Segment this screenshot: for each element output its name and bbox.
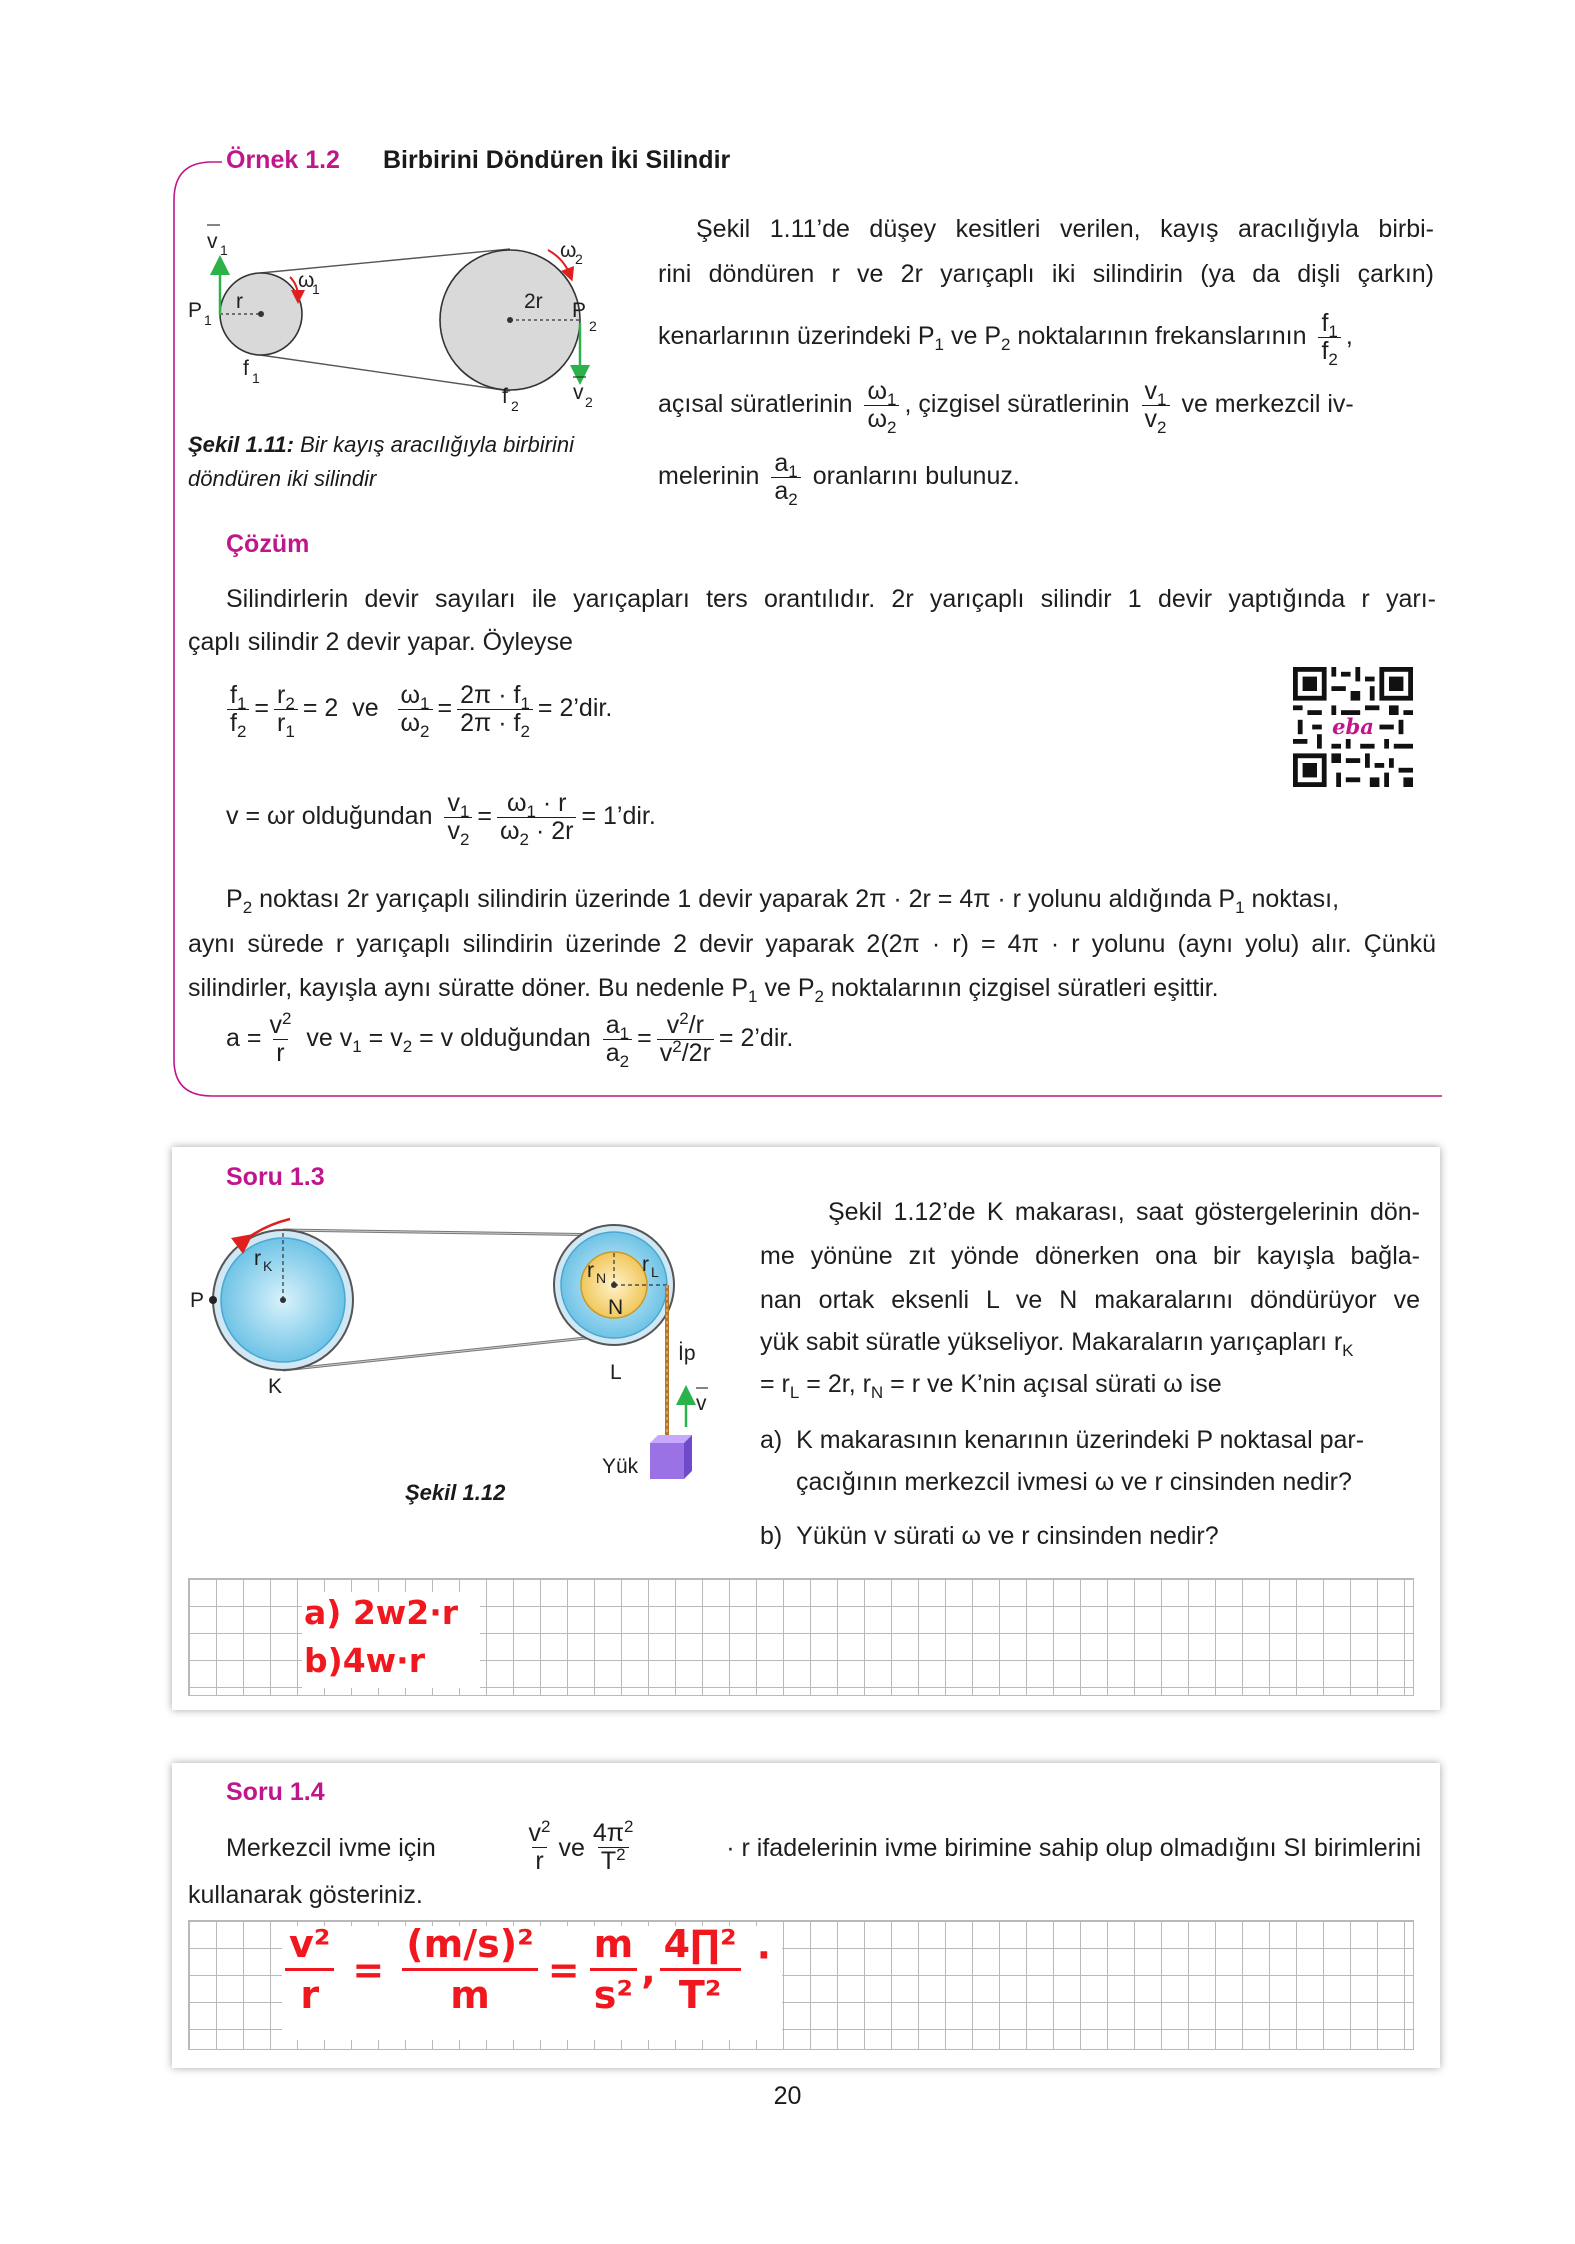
problem-line-4: açısal süratlerinin $\frac{\omega_1}{\omega_2}$ , çizgisel süratlerinin $\frac{v_1}{v_2}$ ve merkezcil iv- xyxy=(658,377,1354,437)
soru-1-3-line-5: = $r_L = 2r$, $r_N = r$ ve K’nin açısal sürati ω ise xyxy=(760,1370,1222,1402)
point-p xyxy=(209,1296,217,1304)
problem-line-5: melerinin $\frac{a_1}{a_2}$ oranlarını bulunuz. xyxy=(658,449,1020,509)
label-omega1: ω xyxy=(298,269,315,292)
svg-text:K: K xyxy=(263,1258,273,1274)
page-number: 20 xyxy=(773,2082,802,2110)
soru-1-3-line-3: nan ortak eksenli L ve N makaralarını döndürüyor ve xyxy=(760,1286,1420,1314)
handwritten-answer-b: b)4w·r xyxy=(304,1641,425,1680)
label-rl: r xyxy=(642,1253,649,1276)
solution-label: Çözüm xyxy=(226,530,310,558)
svg-text:2: 2 xyxy=(575,251,583,267)
solution-para2-line1: $P_2$ noktası 2r yarıçaplı silindirin üzerinde 1 devir yaparak 2π · 2r = 4π · r yolunu aldığında $P_1$ noktası, xyxy=(226,885,1340,917)
solution-para2-line2: aynı sürede r yarıçaplı silindirin üzerinde 2 devir yaparak 2(2π · r) = 4π · r yolunu (aynı yolu) alır. Çünkü xyxy=(188,930,1436,958)
problem-line-2: rini döndüren r ve 2r yarıçaplı iki silindirin (ya da dişli çarkın) xyxy=(658,260,1434,288)
label-p: P xyxy=(190,1289,205,1312)
soru-1-4-line-2: kullanarak gösteriniz. xyxy=(188,1881,423,1909)
label-ip: İp xyxy=(678,1342,696,1365)
ratio-a: $\frac{a_1}{a_2}$ xyxy=(771,450,800,505)
eba-logo: eba xyxy=(1332,714,1374,740)
svg-text:L: L xyxy=(651,1264,659,1280)
svg-text:1: 1 xyxy=(252,370,260,386)
handwritten-answer-a: a) 2w2·r xyxy=(304,1593,459,1632)
handwritten-equation: $\frac{\text{v²}}{r}$ = $\frac{\text{(m/s)²}}{m}$ = $\frac{m}{\text{s²}}$ , 4∏² T² · xyxy=(285,1920,771,2019)
figure-1-11 xyxy=(180,215,620,425)
example-label: Örnek 1.2 xyxy=(226,146,340,174)
svg-text:N: N xyxy=(596,1270,607,1286)
label-omega2: ω xyxy=(560,239,577,262)
problem-line-1: Şekil 1.11’de düşey kesitleri verilen, kayış aracılığıyla birbi- xyxy=(696,215,1434,243)
label-f2: f xyxy=(502,385,508,408)
label-yuk: Yük xyxy=(602,1455,639,1478)
ratio-v: $\frac{v_1}{v_2}$ xyxy=(1142,378,1170,433)
example-title: Birbirini Döndüren İki Silindir xyxy=(383,146,731,174)
label-v: v xyxy=(696,1392,707,1415)
svg-text:1: 1 xyxy=(204,312,212,328)
load-box xyxy=(650,1443,684,1479)
soru-1-4-line-1: Merkezcil ivme için $\frac{v^2}{r}$ ve $\frac{4\pi^2}{T^2}$ · r ifadelerinin ivme birimine sahip olup olmadığını SI birimlerini xyxy=(226,1817,1421,1875)
label-p2: P xyxy=(572,299,587,322)
equation-2: v = ωr olduğundan $\frac{v_1}{v_2}$ = $\frac{\omega_1 \cdot r}{\omega_2 \cdot 2r}$ = 1’dir. xyxy=(226,789,656,849)
label-n: N xyxy=(608,1296,624,1319)
soru-1-3-question-b: b) Yükün v sürati ω ve r cinsinden nedir? xyxy=(760,1522,1219,1550)
svg-text:2: 2 xyxy=(585,394,593,410)
label-r: r xyxy=(236,290,243,313)
label-v2: v xyxy=(573,381,584,404)
label-v1: v xyxy=(207,230,218,253)
figure-1-11-caption: Şekil 1.11: Bir kayış aracılığıyla birbirini döndüren iki silindir xyxy=(188,432,574,491)
ratio-f1-f2: $\frac{f_1}{f_2}$ xyxy=(1318,310,1340,365)
qr-code[interactable] xyxy=(1293,667,1413,787)
svg-text:1: 1 xyxy=(312,281,320,297)
equation-1: $\frac{f_1}{f_2}$ = $\frac{r_2}{r_1}$ = 2 ve $\frac{\omega_1}{\omega_2}$ = $\frac{2\pi \cdot f_1}{2\pi \cdot f_2}$ = 2’dir. xyxy=(222,682,612,737)
solution-para1-line1: Silindirlerin devir sayıları ile yarıçapları ters orantılıdır. 2r yarıçaplı silindir 1 devir yaptığında r yarı- xyxy=(226,585,1436,613)
soru-1-3-label: Soru 1.3 xyxy=(226,1163,325,1191)
solution-para1-line2: çaplı silindir 2 devir yapar. Öyleyse xyxy=(188,628,573,656)
label-p1: P xyxy=(188,299,203,322)
label-f1: f xyxy=(243,357,249,380)
soru-1-3-question-a: a) K makarasının kenarının üzerindeki P noktasal par- xyxy=(760,1426,1365,1454)
soru-1-3-line-2: me yönüne zıt yönde dönerken ona bir kayışla bağla- xyxy=(760,1242,1420,1270)
equation-3: a = $\frac{v^2}{r}$ ve $v_1 = v_2 = v$ olduğundan $\frac{a_1}{a_2}$ = $\frac{v^2/r}{v^2/2r}$ = 2’dir. xyxy=(226,1009,794,1071)
label-rk: r xyxy=(254,1247,261,1270)
label-2r: 2r xyxy=(524,290,543,313)
svg-text:1: 1 xyxy=(220,242,228,258)
soru-1-3-question-a-line2: çacığının merkezcil ivmesi ω ve r cinsinden nedir? xyxy=(796,1468,1352,1496)
ratio-omega: $\frac{\omega_1}{\omega_2}$ xyxy=(864,378,899,433)
solution-para2-line3: silindirler, kayışla aynı süratte döner. Bu nedenle $P_1$ ve $P_2$ noktalarının çizgisel süratleri eşittir. xyxy=(188,974,1219,1006)
svg-text:2: 2 xyxy=(589,318,597,334)
figure-1-12 xyxy=(190,1205,730,1495)
figure-1-12-caption: Şekil 1.12 xyxy=(405,1480,506,1505)
soru-1-3-line-1: Şekil 1.12’de K makarası, saat göstergelerinin dön- xyxy=(828,1198,1420,1226)
soru-1-4-label: Soru 1.4 xyxy=(226,1778,325,1806)
svg-text:2: 2 xyxy=(511,398,519,414)
problem-line-3: kenarlarının üzerindeki $P_1$ ve $P_2$ noktalarının frekanslarının $\frac{f_1}{f_2}$ , xyxy=(658,309,1353,369)
label-k: K xyxy=(268,1375,283,1398)
label-rn: r xyxy=(587,1259,594,1282)
label-l: L xyxy=(610,1361,622,1384)
soru-1-3-line-4: yük sabit süratle yükseliyor. Makaraların yarıçapları $r_K$ xyxy=(760,1328,1354,1360)
